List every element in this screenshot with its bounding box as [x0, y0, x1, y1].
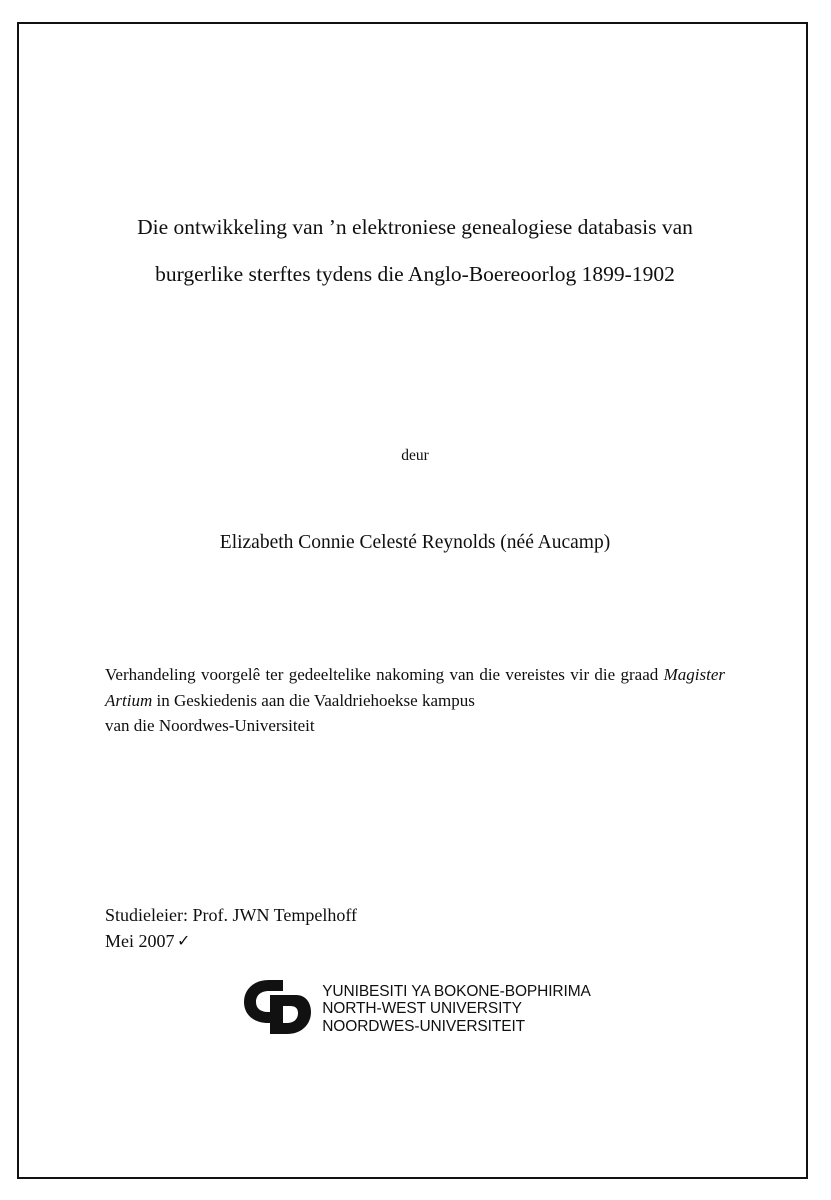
title-line-1: Die ontwikkeling van ’n elektroniese genealogiese databasis van	[137, 215, 693, 239]
page-content	[95, 22, 735, 1179]
statement-part-1: Verhandeling voorgelê ter gedeeltelike nakoming van die vereistes vir die graad	[105, 665, 664, 684]
logo-line-1: YUNIBESITI YA BOKONE-BOPHIRIMA	[322, 982, 591, 1000]
title-line-2: burgerlike sterftes tydens die Anglo-Boereoorlog 1899-1902	[155, 262, 675, 286]
check-mark-icon: ✓	[177, 933, 191, 950]
statement-part-3: van die Noordwes-Universiteit	[105, 716, 315, 735]
supervisor-block	[105, 902, 725, 954]
logo-line-3: NOORDWES-UNIVERSITEIT	[322, 1017, 526, 1035]
university-logo-block	[95, 974, 735, 1044]
statement-emphasis: Magister Artium	[105, 665, 725, 710]
logo-line-2: NORTH-WEST UNIVERSITY	[322, 1000, 522, 1018]
degree-statement	[105, 662, 725, 739]
date-text: Mei 2007	[105, 931, 175, 951]
byline-label: deur	[401, 447, 429, 464]
north-west-university-logo-icon	[239, 974, 313, 1044]
page-title	[95, 204, 735, 298]
supervisor-line: Studieleier: Prof. JWN Tempelhoff	[105, 905, 358, 925]
statement-part-2: in Geskiedenis aan die Vaaldriehoekse kampus	[152, 690, 475, 710]
university-logo-text	[322, 983, 591, 1036]
author-name: Elizabeth Connie Celesté Reynolds (néé Aucamp)	[219, 532, 611, 553]
date-line	[105, 928, 725, 954]
